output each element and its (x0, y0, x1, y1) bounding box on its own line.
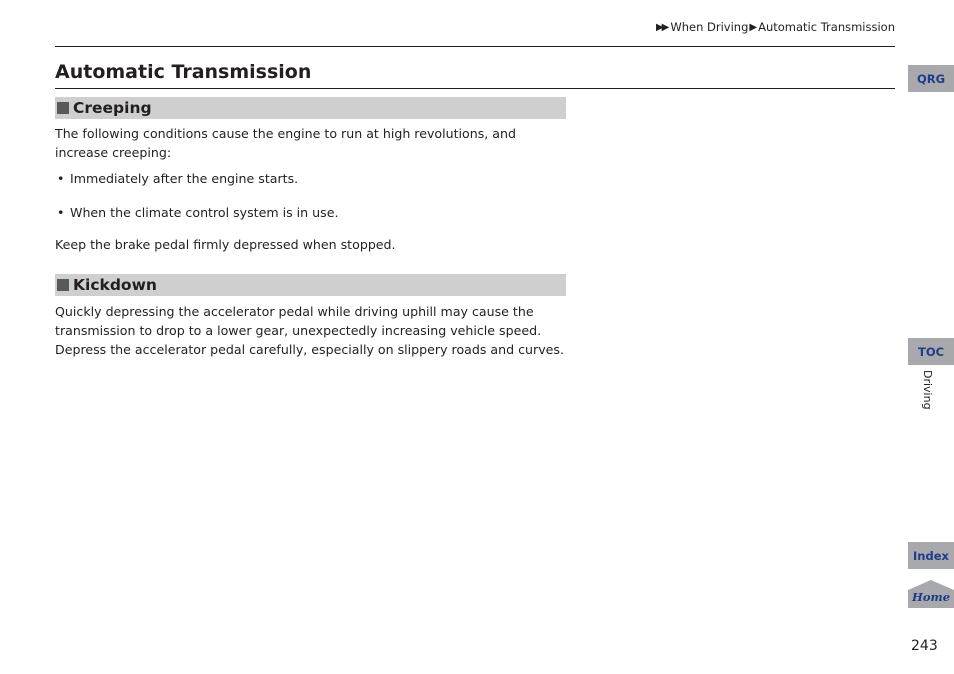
page-title: Automatic Transmission (55, 61, 312, 83)
section-header-creeping (55, 97, 566, 119)
breadcrumb-level2[interactable]: Automatic Transmission (758, 20, 895, 34)
home-button[interactable] (908, 580, 954, 608)
creeping-intro: The following conditions cause the engine to run at high revolutions, and increase creeping: (55, 126, 516, 160)
bullet-icon: • (57, 205, 65, 220)
section-header-kickdown (55, 274, 566, 296)
creeping-note: Keep the brake pedal firmly depressed when stopped. (55, 237, 396, 252)
list-item (57, 203, 338, 222)
qrg-tab[interactable]: QRG (908, 65, 954, 92)
toc-tab[interactable]: TOC (908, 338, 954, 365)
section-title-kickdown: Kickdown (73, 276, 157, 294)
list-item-text: When the climate control system is in use. (70, 205, 339, 220)
index-tab[interactable]: Index (908, 542, 954, 569)
chapter-label: Driving (921, 370, 934, 410)
section-square-icon (57, 102, 69, 114)
home-label: Home (911, 590, 951, 604)
list-item (57, 169, 298, 188)
breadcrumb (656, 19, 895, 35)
title-divider (55, 88, 895, 89)
breadcrumb-level1[interactable]: When Driving (670, 20, 749, 34)
section-title-creeping: Creeping (73, 99, 152, 117)
breadcrumb-arrow-icon: ▶ (749, 21, 758, 33)
kickdown-body: Quickly depressing the accelerator pedal while driving uphill may cause the transmission to drop to a lower gear, unexpectedly increasing vehicle speed. Depress the accelerator pedal carefully, especially on slippery roads and curves. (55, 304, 564, 357)
section-square-icon (57, 279, 69, 291)
bullet-icon: • (57, 171, 65, 186)
list-item-text: Immediately after the engine starts. (70, 171, 299, 186)
breadcrumb-arrow-icon: ▶▶ (655, 21, 668, 33)
page-number: 243 (911, 638, 938, 654)
header-divider (55, 46, 895, 47)
